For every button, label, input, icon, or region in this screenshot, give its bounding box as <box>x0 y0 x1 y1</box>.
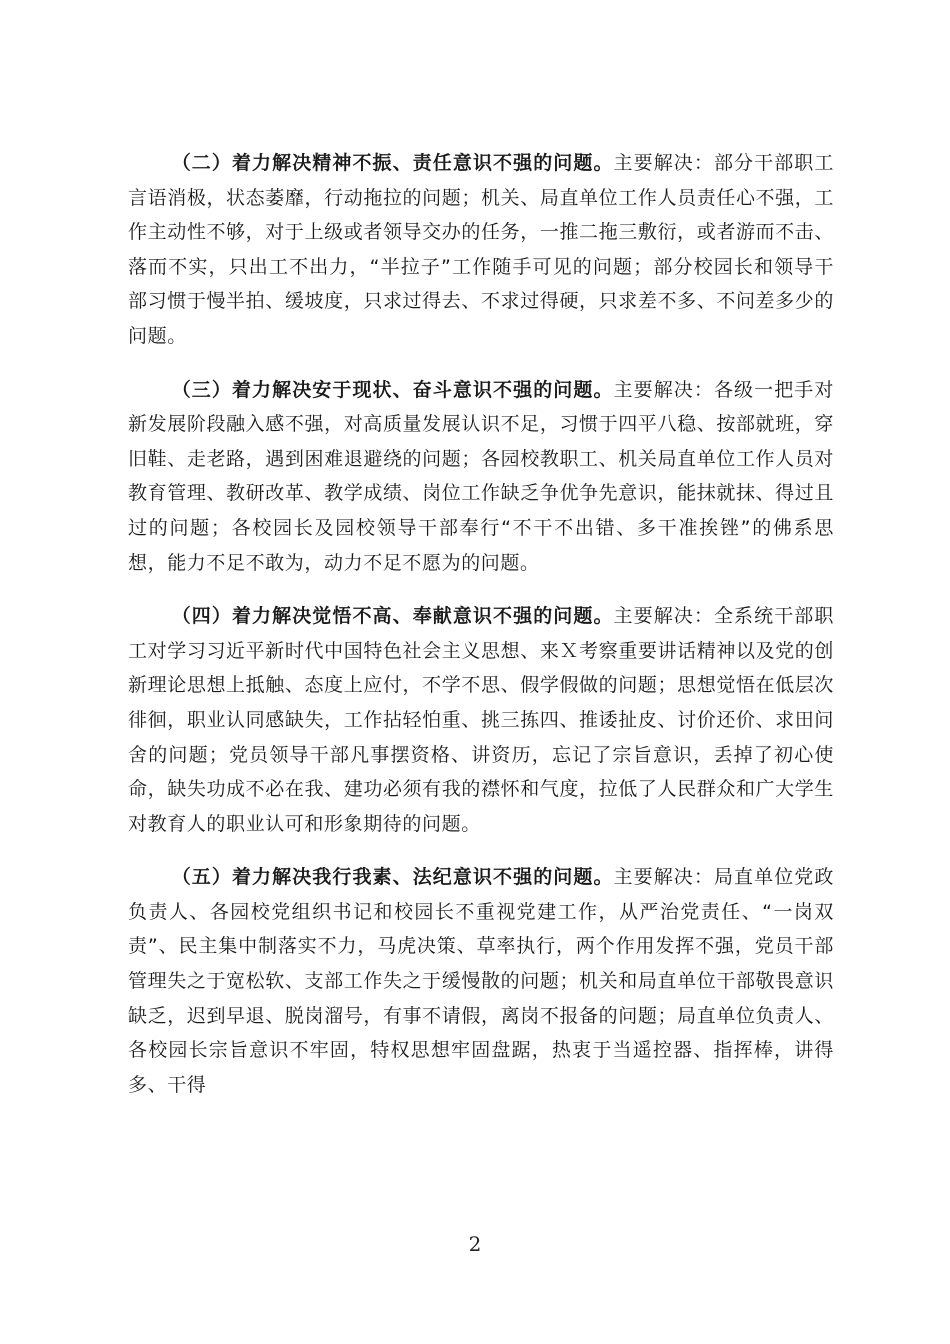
paragraph-5 <box>128 860 834 1102</box>
paragraph-heading: （四）着力解决觉悟不高、奉献意识不强的问题。 <box>171 605 614 628</box>
paragraph-2 <box>128 146 834 354</box>
paragraph-heading: （三）着力解决安于现状、奋斗意识不强的问题。 <box>171 378 614 401</box>
paragraph-text: 主要解决：部分干部职工言语消极，状态萎靡，行动拖拉的问题；机关、局直单位工作人员责任心不强，工作主动性不够，对于上级或者领导交办的任务，一推二拖三敷衍，或者游而不击、落而不实，只出工不出力，“半拉子”工作随手可见的问题；部分校园长和领导干部习惯于慢半拍、缓坡度，只求过得去、不求过得硬，只求差不多、不问差多少的问题。 <box>128 152 834 347</box>
paragraph-text: 主要解决：全系统干部职工对学习习近平新时代中国特色社会主义思想、来Ｘ考察重要讲话精神以及党的创新理论思想上抵触、态度上应付，不学不思、假学假做的问题；思想觉悟在低层次徘徊，职业认同感缺失，工作拈轻怕重、挑三拣四、推诿扯皮、讨价还价、求田问舍的问题；党员领导干部凡事摆资格、讲资历，忘记了宗旨意识，丢掉了初心使命，缺失功成不必在我、建功必须有我的襟怀和气度，拉低了人民群众和广大学生对教育人的职业认可和形象期待的问题。 <box>128 605 834 835</box>
paragraph-4 <box>128 599 834 841</box>
paragraph-text: 主要解决：各级一把手对新发展阶段融入感不强，对高质量发展认识不足，习惯于四平八稳、按部就班，穿旧鞋、走老路，遇到困难退避绕的问题；各园校教职工、机关局直单位工作人员对教育管理、教研改革、教学成绩、岗位工作缺乏争优争先意识，能抹就抹、得过且过的问题；各校园长及园校领导干部奉行“不干不出错、多干准挨锉”的佛系思想，能力不足不敢为，动力不足不愿为的问题。 <box>128 378 834 574</box>
page-number: 2 <box>468 1232 482 1256</box>
paragraph-heading: （二）着力解决精神不振、责任意识不强的问题。 <box>171 152 614 174</box>
document-body <box>128 146 834 1121</box>
paragraph-heading: （五）着力解决我行我素、法纪意识不强的问题。 <box>171 866 614 889</box>
paragraph-3 <box>128 373 834 581</box>
paragraph-text: 主要解决：局直单位党政负责人、各园校党组织书记和校园长不重视党建工作，从严治党责任、“一岗双责”、民主集中制落实不力，马虎决策、草率执行，两个作用发挥不强，党员干部管理失之于宽松软、支部工作失之于缓慢散的问题；机关和局直单位干部敬畏意识缺乏，迟到早退、脱岗溜号，有事不请假，离岗不报备的问题；局直单位负责人、各校园长宗旨意识不牢固，特权思想牢固盘踞，热衷于当遥控器、指挥棒，讲得多、干得 <box>128 866 834 1096</box>
